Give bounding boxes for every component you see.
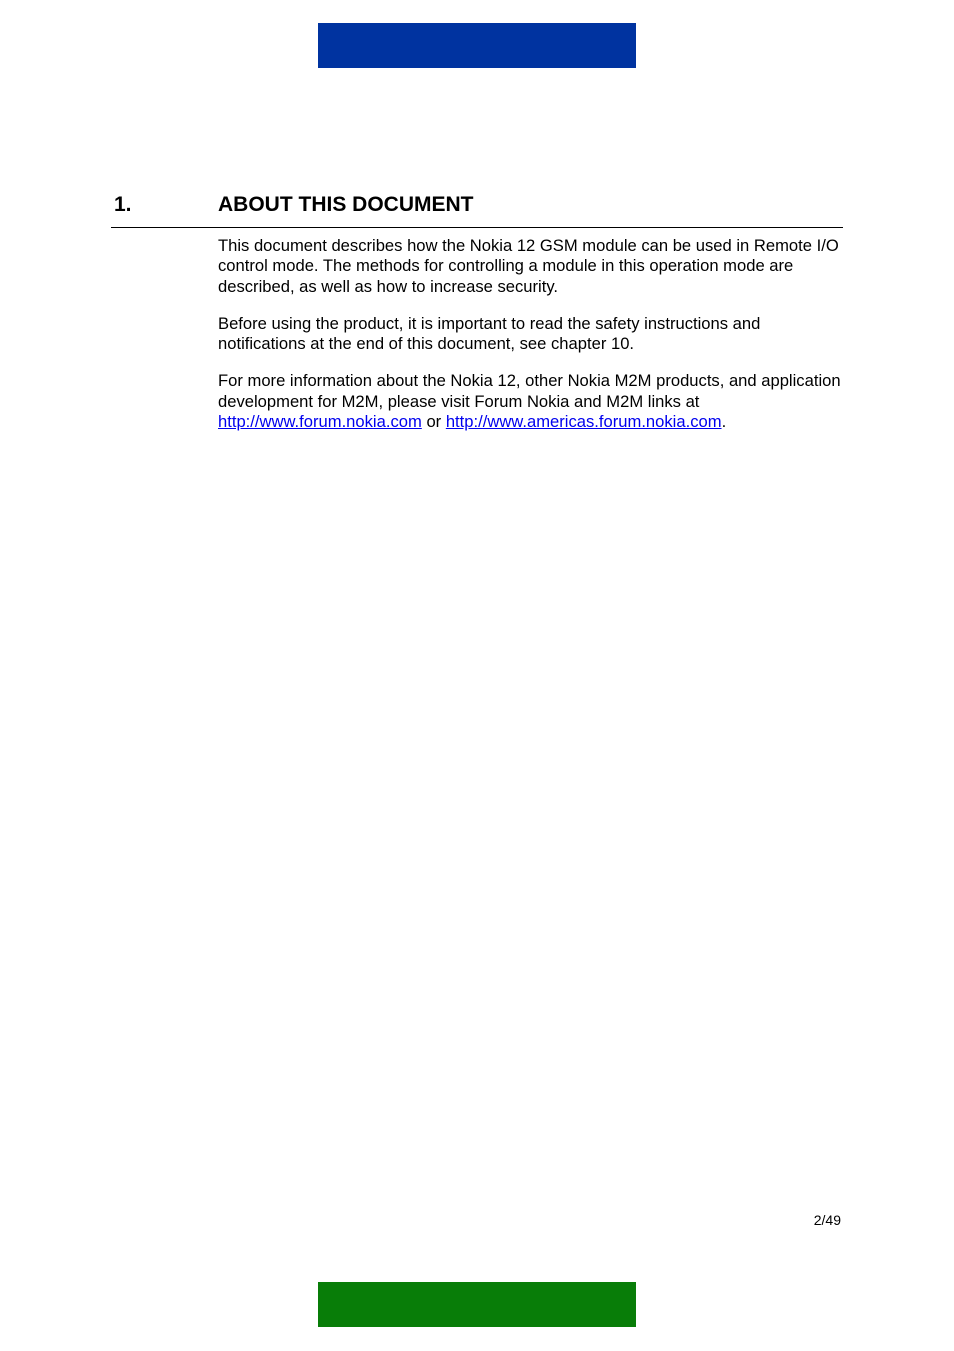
sentence-end: . — [721, 412, 727, 432]
section-number: 1. — [114, 193, 132, 216]
more-info-text: For more information about the Nokia 12, other Nokia M2M products, and application development for M2M, please visit Forum Nokia and M2M links at — [218, 371, 841, 411]
paragraph-more-info — [218, 371, 848, 432]
link-separator: or — [426, 412, 442, 432]
paragraph-intro: This document describes how the Nokia 12 GSM module can be used in Remote I/O control mode. The methods for controlling a module in this operation mode are described, as well as how to increase security. — [218, 236, 839, 296]
section-title: ABOUT THIS DOCUMENT — [218, 193, 474, 216]
section-heading — [111, 190, 843, 228]
forum-nokia-link[interactable]: http://www.forum.nokia.com — [218, 412, 422, 432]
americas-forum-nokia-link[interactable]: http://www.americas.forum.nokia.com — [445, 412, 722, 432]
bottom-footer-bar — [318, 1282, 636, 1327]
paragraph-safety: Before using the product, it is important to read the safety instructions and notifications at the end of this document, see chapter 10. — [218, 313, 761, 354]
page-number: 2/49 — [813, 1212, 841, 1228]
top-header-bar — [318, 23, 636, 68]
section-body — [218, 236, 848, 449]
